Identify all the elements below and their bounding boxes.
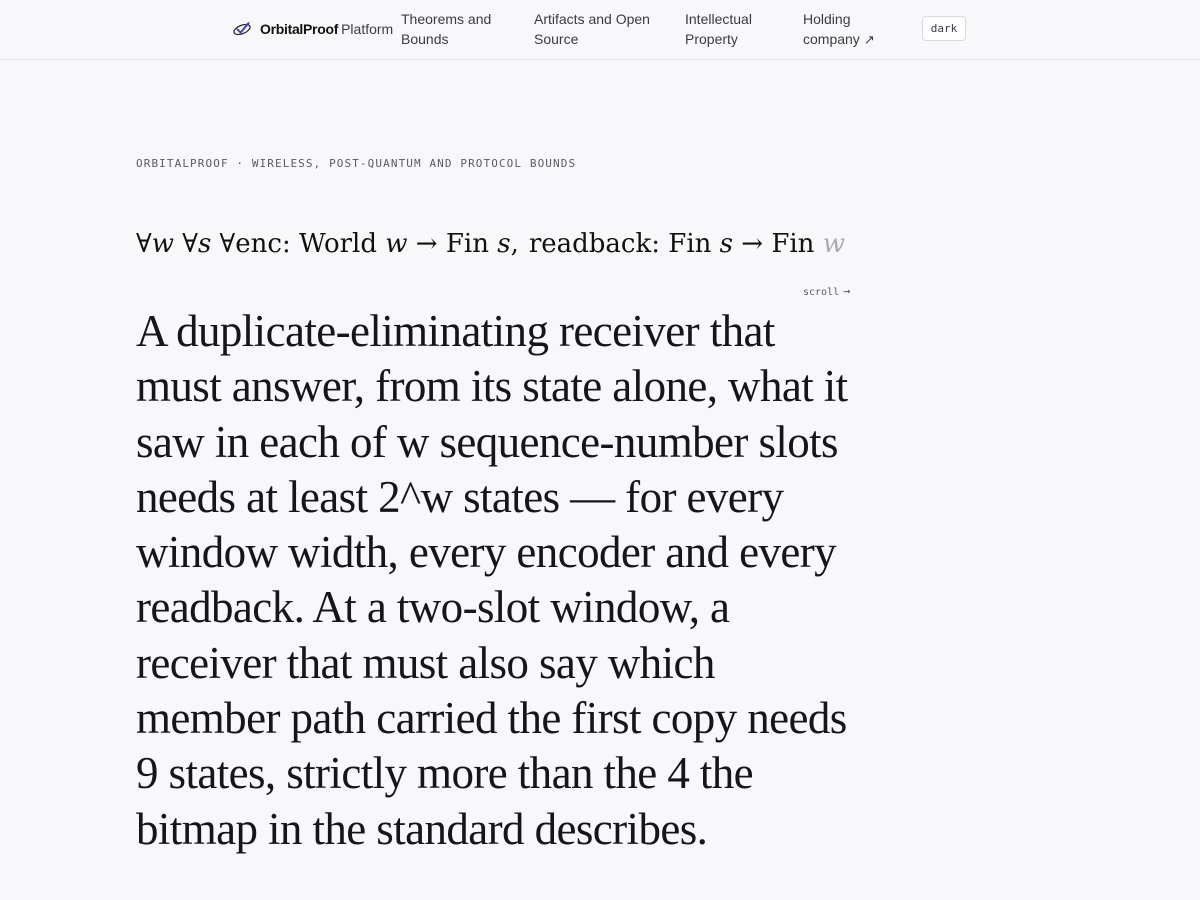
hero-headline: A duplicate-eliminating receiver that must answer, from its state alone, what it saw in each of w sequence-number slots needs at least 2^w states — for every window width, every encoder and every readback. At a two-slot window, a receiver that must also say which member path carried the first copy needs 9 states, strictly more than the 4 the bitmap in the standard describes. (136, 306, 848, 854)
forall-symbol: ∀ (219, 229, 236, 259)
formula-var-s: s (497, 229, 511, 259)
formula-enc: enc (235, 229, 282, 259)
formula-fin: Fin (445, 229, 489, 259)
formula-world: World (298, 229, 377, 259)
formula-var-w: w (385, 229, 408, 259)
orbit-check-icon (232, 19, 252, 39)
brand-home-link[interactable] (232, 19, 393, 39)
formula-var-w: w (822, 229, 845, 259)
brand-suffix: Platform (341, 21, 394, 37)
formula-arrow: → (415, 229, 438, 259)
nav-link-intellectual-property[interactable]: Intellectual Property (685, 11, 752, 47)
nav-link-theorems-and-bounds[interactable]: Theorems and Bounds (401, 11, 492, 47)
scroll-hint (803, 284, 850, 298)
formula-fin: Fin (668, 229, 712, 259)
formula-colon: : (281, 229, 291, 259)
formula-scroller[interactable] (136, 222, 856, 266)
nav-link-artifacts-and-open-source[interactable]: Artifacts and Open Source (534, 11, 650, 47)
dark-mode-toggle-button[interactable]: dark (922, 16, 966, 41)
formula-var-w: w (151, 229, 174, 259)
top-navigation-bar (0, 0, 1200, 60)
brand-name: OrbitalProof (260, 21, 339, 37)
section-eyebrow: ORBITALPROOF · WIRELESS, POST-QUANTUM AND PROTOCOL BOUNDS (136, 157, 577, 170)
nav-link-holding-company[interactable] (803, 9, 903, 50)
nav-link-holding-company-label: Holding company (803, 11, 860, 47)
formula-arrow: → (741, 229, 764, 259)
formula-readback: readback (528, 229, 652, 259)
formula-var-s: s (197, 229, 212, 259)
forall-symbol: ∀ (136, 229, 152, 259)
formula-var-s: s (719, 229, 733, 259)
theorem-formula (136, 222, 856, 266)
formula-colon: : (651, 229, 661, 259)
external-arrow-icon: ↗ (863, 32, 875, 47)
forall-symbol: ∀ (182, 229, 198, 259)
arrow-right-icon: → (843, 284, 851, 298)
formula-comma: , (510, 229, 519, 259)
scroll-hint-label: scroll (803, 287, 840, 298)
formula-fin: Fin (771, 229, 815, 259)
